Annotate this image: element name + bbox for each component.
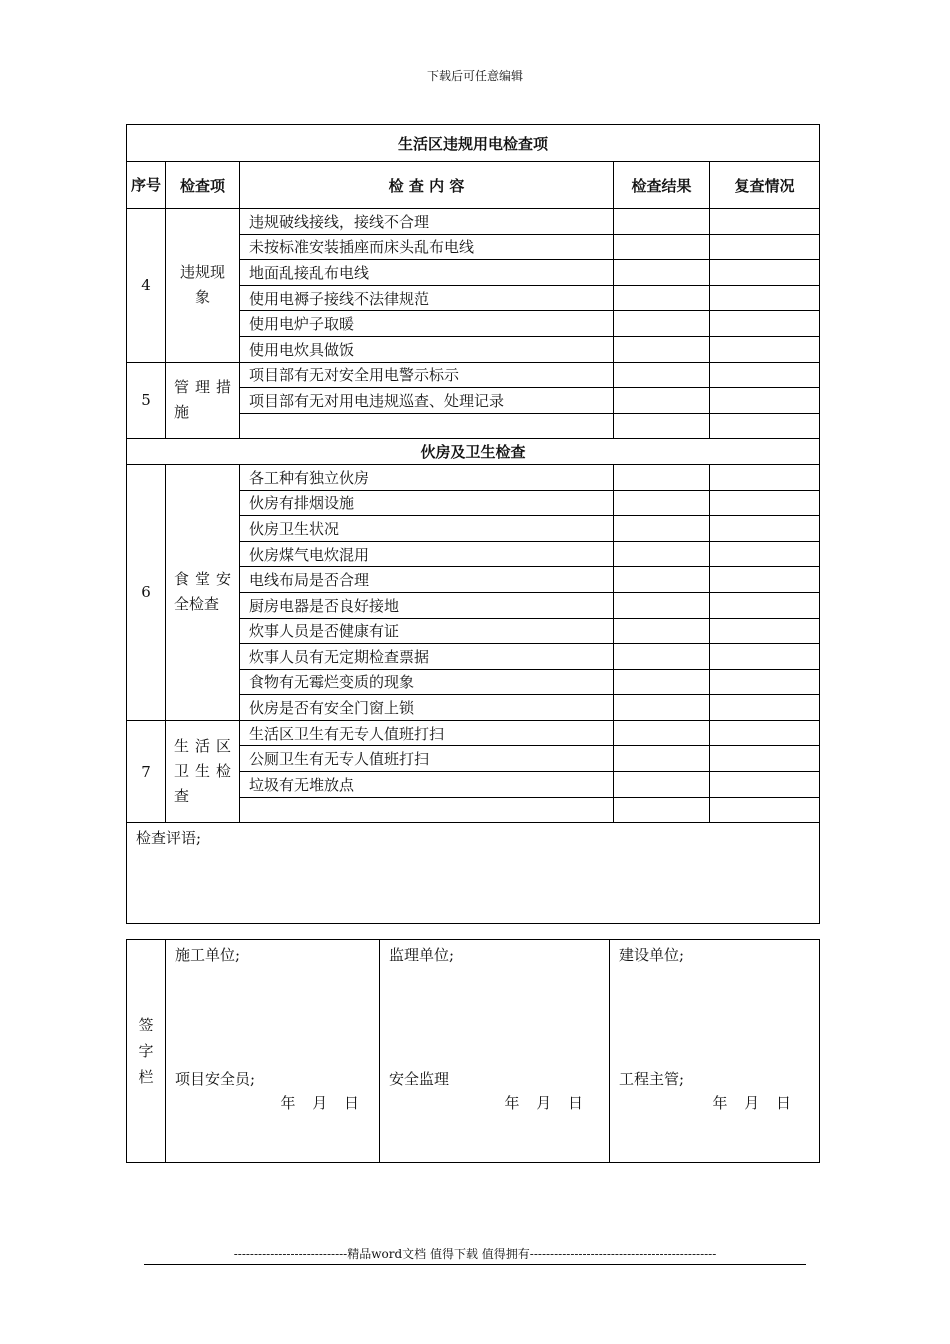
result-cell[interactable] [614,464,710,490]
group7-category: 生活区卫生检查 [166,720,240,822]
result-cell[interactable] [614,311,710,337]
recheck-cell[interactable] [710,464,820,490]
col-item: 检查项 [166,162,240,209]
result-cell[interactable] [614,772,710,798]
recheck-cell[interactable] [710,311,820,337]
signature-table [126,939,820,1163]
group7-num: 7 [127,720,166,822]
recheck-cell[interactable] [710,413,820,439]
table-row [127,209,820,235]
result-cell[interactable] [614,234,710,260]
group6-item: 电线布局是否合理 [240,567,614,593]
group6-item: 伙房卫生状况 [240,516,614,542]
group7-item: 垃圾有无堆放点 [240,772,614,798]
recheck-cell[interactable] [710,234,820,260]
result-cell[interactable] [614,388,710,414]
group5-item: 项目部有无对安全用电警示标示 [240,362,614,388]
recheck-cell[interactable] [710,772,820,798]
result-cell[interactable] [614,567,710,593]
column-header-row [127,162,820,209]
group5-category: 管理措施 [166,362,240,439]
recheck-cell[interactable] [710,362,820,388]
group6-num: 6 [127,464,166,720]
group4-item: 使用电褥子接线不法律规范 [240,285,614,311]
remarks-label: 检查评语; [136,829,202,848]
result-cell[interactable] [614,260,710,286]
result-cell[interactable] [614,618,710,644]
section-title: 伙房及卫生检查 [127,439,820,465]
table-row [127,720,820,746]
recheck-cell[interactable] [710,388,820,414]
group6-item: 伙房是否有安全门窗上锁 [240,695,614,721]
group6-category: 食堂安全检查 [166,464,240,720]
group7-item[interactable] [240,797,614,823]
result-cell[interactable] [614,797,710,823]
owner-person-label: 工程主管; [619,1070,685,1088]
group5-item[interactable] [240,413,614,439]
recheck-cell[interactable] [710,797,820,823]
group6-item: 伙房煤气电炊混用 [240,541,614,567]
supervision-person-label: 安全监理 [389,1070,450,1088]
group6-item: 伙房有排烟设施 [240,490,614,516]
result-cell[interactable] [614,644,710,670]
recheck-cell[interactable] [710,285,820,311]
recheck-cell[interactable] [710,490,820,516]
group5-num: 5 [127,362,166,439]
recheck-cell[interactable] [710,209,820,235]
recheck-cell[interactable] [710,336,820,362]
construction-unit-label: 施工单位; [175,946,241,964]
recheck-cell[interactable] [710,567,820,593]
group4-item: 未按标准安装插座而床头乱布电线 [240,234,614,260]
col-result: 检查结果 [614,162,710,209]
group4-num: 4 [127,209,166,363]
result-cell[interactable] [614,516,710,542]
table-title: 生活区违规用电检查项 [127,125,820,162]
group4-item: 使用电炊具做饭 [240,336,614,362]
result-cell[interactable] [614,592,710,618]
recheck-cell[interactable] [710,618,820,644]
result-cell[interactable] [614,362,710,388]
col-recheck: 复查情况 [710,162,820,209]
footer-note: ----------------------------精品word文档 值得下载 值得拥有---------------------------------------------- [144,1245,806,1265]
recheck-cell[interactable] [710,746,820,772]
recheck-cell[interactable] [710,592,820,618]
group6-item: 炊事人员有无定期检查票据 [240,644,614,670]
group7-item: 生活区卫生有无专人值班打扫 [240,720,614,746]
supervision-sign-cell[interactable] [380,940,610,1163]
supervision-unit-label: 监理单位; [389,946,455,964]
construction-sign-cell[interactable] [166,940,380,1163]
recheck-cell[interactable] [710,669,820,695]
sign-label: 签字栏 [127,940,166,1163]
result-cell[interactable] [614,490,710,516]
table-row [127,464,820,490]
owner-date: 年 月 日 [712,1094,797,1112]
recheck-cell[interactable] [710,516,820,542]
owner-unit-label: 建设单位; [619,946,685,964]
result-cell[interactable] [614,285,710,311]
result-cell[interactable] [614,209,710,235]
remarks-area[interactable] [127,823,820,924]
group4-item: 使用电炉子取暖 [240,311,614,337]
recheck-cell[interactable] [710,260,820,286]
group6-item: 食物有无霉烂变质的现象 [240,669,614,695]
inspection-table [126,124,820,924]
construction-person-label: 项目安全员; [175,1070,256,1088]
group4-category: 违规现象 [166,209,240,363]
construction-date: 年 月 日 [280,1094,365,1112]
group4-item: 违规破线接线，接线不合理 [240,209,614,235]
result-cell[interactable] [614,413,710,439]
col-content: 检 查 内 容 [240,162,614,209]
owner-sign-cell[interactable] [610,940,820,1163]
result-cell[interactable] [614,669,710,695]
recheck-cell[interactable] [710,695,820,721]
recheck-cell[interactable] [710,720,820,746]
group6-item: 各工种有独立伙房 [240,464,614,490]
table-row [127,362,820,388]
group4-item: 地面乱接乱布电线 [240,260,614,286]
col-seq: 序号 [127,162,166,209]
group6-item: 厨房电器是否良好接地 [240,592,614,618]
result-cell[interactable] [614,746,710,772]
header-note: 下载后可任意编辑 [426,69,523,83]
group5-item: 项目部有无对用电违规巡查、处理记录 [240,388,614,414]
recheck-cell[interactable] [710,644,820,670]
recheck-cell[interactable] [710,541,820,567]
supervision-date: 年 月 日 [504,1094,589,1112]
result-cell[interactable] [614,541,710,567]
result-cell[interactable] [614,336,710,362]
group6-item: 炊事人员是否健康有证 [240,618,614,644]
result-cell[interactable] [614,695,710,721]
group7-item: 公厕卫生有无专人值班打扫 [240,746,614,772]
result-cell[interactable] [614,720,710,746]
